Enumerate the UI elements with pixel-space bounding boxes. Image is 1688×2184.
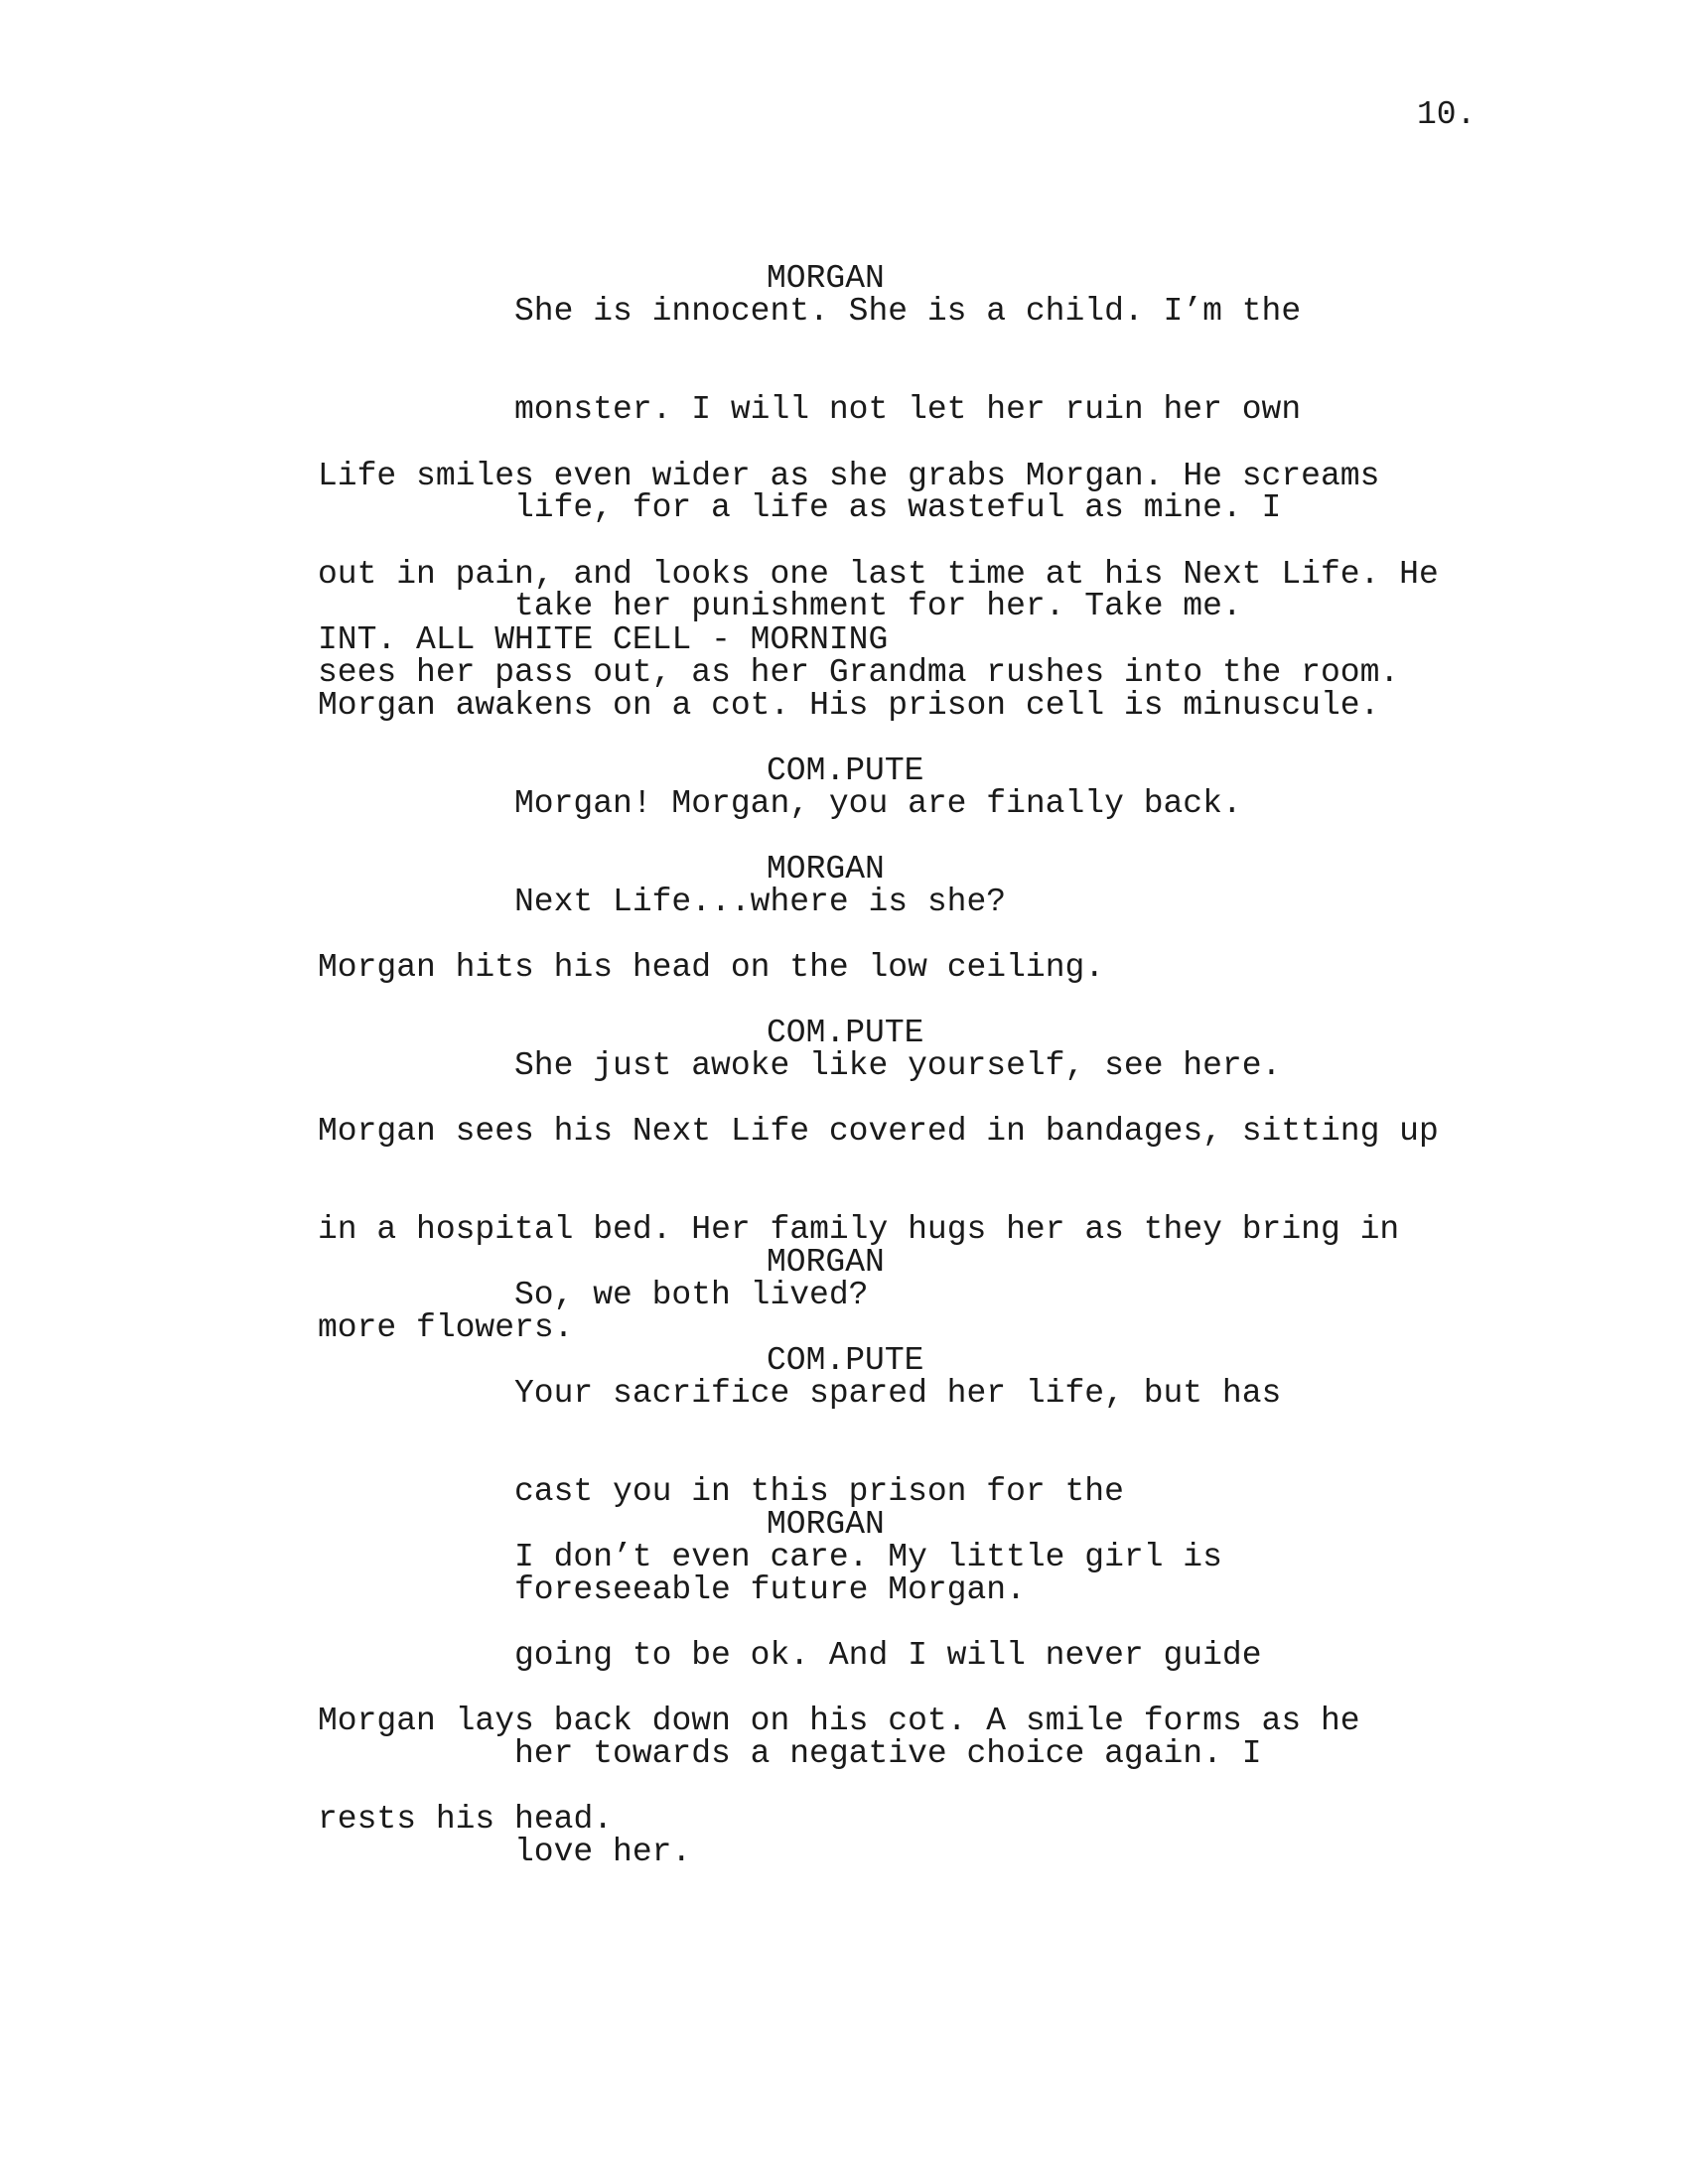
dialogue-line: foreseeable future Morgan. [514, 1571, 1026, 1608]
dialogue-line: monster. I will not let her ruin her own [514, 391, 1302, 428]
action-line: Morgan lays back down on his cot. A smile forms as he [318, 1703, 1360, 1739]
character-line: MORGAN [767, 1506, 885, 1543]
character-line: COM.PUTE [767, 1342, 924, 1379]
dialogue-line: her towards a negative choice again. I [514, 1735, 1262, 1772]
dialogue-line: Morgan! Morgan, you are finally back. [514, 785, 1242, 822]
action-line: sees her pass out, as her Grandma rushes into the room. [318, 654, 1400, 691]
action-line: Morgan hits his head on the low ceiling. [318, 949, 1105, 986]
action-line: rests his head. [318, 1801, 614, 1838]
dialogue-line: She is innocent. She is a child. I’m the [514, 293, 1302, 330]
dialogue-line: take her punishment for her. Take me. [514, 588, 1242, 624]
character-line: MORGAN [767, 1244, 885, 1281]
character-line: MORGAN [767, 260, 885, 297]
action-paragraph [318, 1639, 1360, 1901]
character-line: COM.PUTE [767, 752, 924, 789]
dialogue-line: life, for a life as wasteful as mine. I [514, 489, 1282, 526]
dialogue-line: Next Life...where is she? [514, 884, 1007, 920]
scene-heading-line: INT. ALL WHITE CELL - MORNING [318, 621, 889, 658]
action-line: Morgan awakens on a cot. His prison cell is minuscule. [318, 687, 1380, 724]
dialogue-line: love her. [514, 1834, 692, 1870]
dialogue-line: Your sacrifice spared her life, but has [514, 1375, 1282, 1412]
action-line: Morgan sees his Next Life covered in bandages, sitting up [318, 1113, 1439, 1150]
action-line: Life smiles even wider as she grabs Morgan. He screams [318, 458, 1380, 494]
dialogue-line: She just awoke like yourself, see here. [514, 1047, 1282, 1084]
character-line: MORGAN [767, 851, 885, 887]
dialogue-line: cast you in this prison for the [514, 1473, 1124, 1510]
dialogue-line: going to be ok. And I will never guide [514, 1637, 1262, 1674]
dialogue-line: So, we both lived? [514, 1277, 869, 1313]
action-line: in a hospital bed. Her family hugs her as they bring in [318, 1211, 1400, 1248]
action-line: out in pain, and looks one last time at his Next Life. He [318, 556, 1439, 593]
character-line: COM.PUTE [767, 1015, 924, 1051]
dialogue-line: I don’t even care. My little girl is [514, 1539, 1222, 1575]
action-line: more flowers. [318, 1309, 574, 1346]
page-number: 10. [1417, 96, 1477, 133]
